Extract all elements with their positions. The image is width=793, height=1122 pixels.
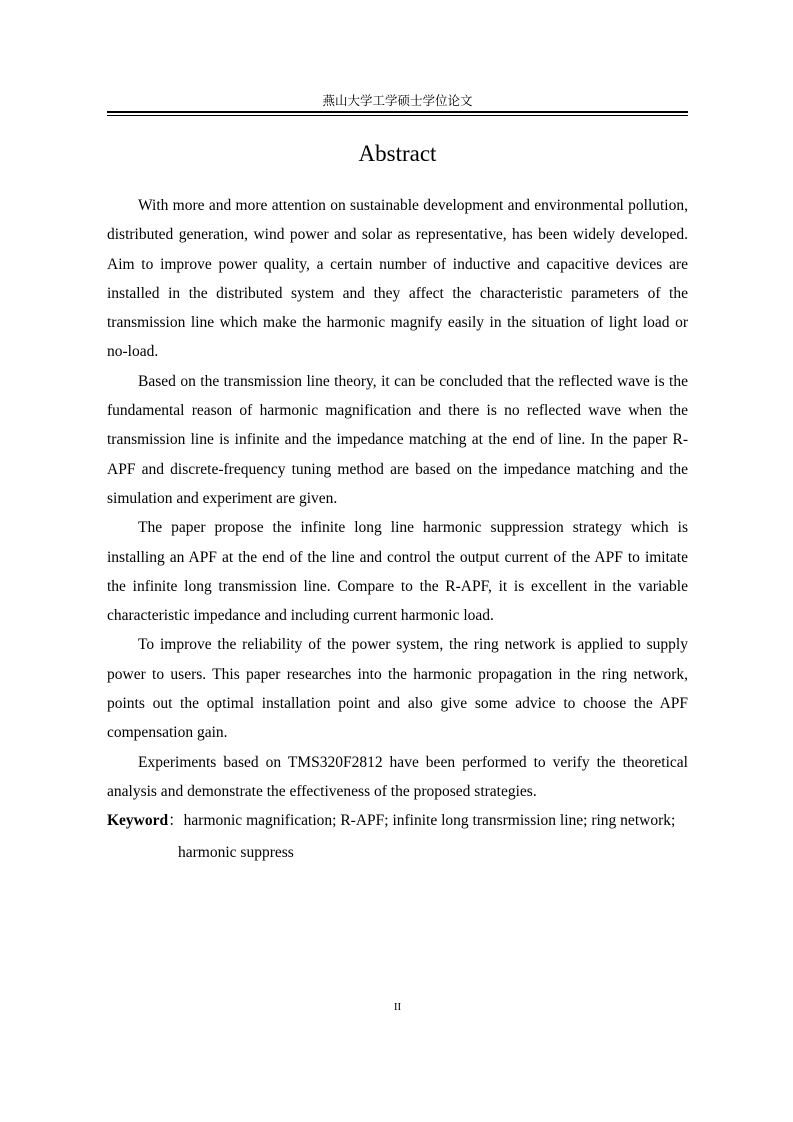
header-rule-thin — [107, 115, 688, 116]
abstract-paragraph-2: Based on the transmission line theory, it can be concluded that the reflected wave is the fundamental reason of harmonic magnification and there is no reflected wave when the transmission line is infinite and the impedance matching at the end of line. In the paper R-APF and discrete-frequency tuning method are based on the impedance matching and the simulation and experiment are given. — [107, 372, 688, 507]
keywords-line-2: harmonic suppress — [178, 843, 294, 861]
page-number: II — [393, 1001, 402, 1013]
abstract-paragraph-1: With more and more attention on sustainable development and environmental pollution, distributed generation, wind power and solar as representative, has been widely developed. Aim to improve power quality, a certain number of inductive and capacitive devices are installed in the distributed system and they affect the characteristic parameters of the transmission line which make the harmonic magnify easily in the situation of light load or no-load. — [107, 197, 688, 361]
running-header: 燕山大学工学硕士学位论文 — [322, 94, 473, 108]
abstract-paragraph-5: Experiments based on TMS320F2812 have been performed to verify the theoretical analysis and demonstrate the effectiveness of the proposed strategies. — [107, 753, 688, 800]
keywords — [107, 806, 688, 867]
header-rule-thick — [107, 111, 688, 113]
abstract-paragraph-3: The paper propose the infinite long line harmonic suppression strategy which is installing an APF at the end of the line and control the output current of the APF to imitate the infinite long transmission line. Compare to the R-APF, it is excellent in the variable characteristic impedance and including current harmonic load. — [107, 519, 688, 625]
abstract-paragraph-4: To improve the reliability of the power system, the ring network is applied to supply power to users. This paper researches into the harmonic propagation in the ring network, points out the optimal installation point and also give some advice to choose the APF compensation gain. — [107, 636, 688, 742]
keywords-line-1: harmonic magnification; R-APF; infinite long transrmission line; ring network; — [183, 812, 676, 830]
keywords-separator: ： — [168, 812, 184, 830]
keywords-label: Keyword — [107, 812, 169, 830]
abstract-body — [107, 191, 688, 867]
abstract-title: Abstract — [358, 141, 437, 166]
